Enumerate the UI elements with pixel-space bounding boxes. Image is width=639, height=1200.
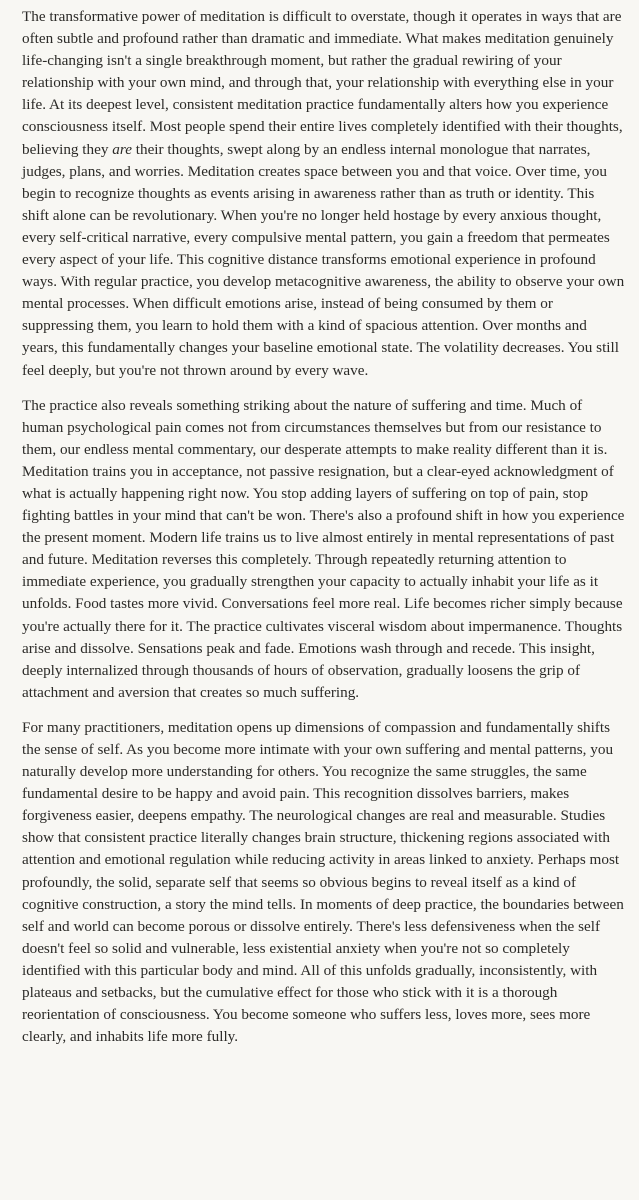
- paragraph-1-part-1: The transformative power of meditation is difficult to overstate, though it operates in ways that are often subtle and profound rather than dramatic and immediate. What makes meditation genuinely life-changing isn't a single breakthrough moment, but rather the gradual rewiring of your relationship with your own mind, and through that, your relationship with everything else in your life. At its deepest level, consistent meditation practice fundamentally alters how you experience consciousness itself. Most people spend their entire lives completely identified with their thoughts, believing they: [22, 8, 623, 158]
- paragraph-3: For many practitioners, meditation opens up dimensions of compassion and fundamentally shifts the sense of self. As you become more intimate with your own suffering and mental patterns, you naturally develop more understanding for others. You recognize the same struggles, the same fundamental desire to be happy and avoid pain. This recognition dissolves barriers, makes forgiveness easier, deepens empathy. The neurological changes are real and measurable. Studies show that consistent practice literally changes brain structure, thickening regions associated with attention and emotional regulation while reducing activity in areas linked to anxiety. Perhaps most profoundly, the solid, separate self that seems so obvious begins to reveal itself as a kind of cognitive construction, a story the mind tells. In moments of deep practice, the boundaries between self and world can become porous or dissolve entirely. There's less defensiveness when the self doesn't feel so solid and vulnerable, less existential anxiety when you're not so completely identified with this particular body and mind. All of this unfolds gradually, inconsistently, with plateaus and setbacks, but the cumulative effect for those who stick with it is a thorough reorientation of consciousness. You become someone who suffers less, loves more, sees more clearly, and inhabits life more fully.: [22, 718, 624, 1046]
- document-body: [22, 6, 625, 1048]
- paragraph-2: The practice also reveals something striking about the nature of suffering and time. Much of human psychological pain comes not from circumstances themselves but from our resistance to them, our endless mental commentary, our desperate attempts to make reality different than it is. Meditation trains you in acceptance, not passive resignation, but a clear-eyed acknowledgment of what is actually happening right now. You stop adding layers of suffering on top of pain, stop fighting battles in your mind that can't be won. There's also a profound shift in how you experience the present moment. Modern life trains us to live almost entirely in mental representations of past and future. Meditation reverses this completely. Through repeatedly returning attention to immediate experience, you gradually strengthen your capacity to actually inhabit your life as it unfolds. Food tastes more vivid. Conversations feel more real. Life becomes richer simply because you're actually there for it. The practice cultivates visceral wisdom about impermanence. Thoughts arise and dissolve. Sensations peak and fade. Emotions wash through and recede. This insight, deeply internalized through thousands of hours of observation, gradually loosens the grip of attachment and aversion that creates so much suffering.: [22, 396, 625, 701]
- emphasis-are: are: [112, 140, 132, 158]
- paragraph-1-part-2: their thoughts, swept along by an endless internal monologue that narrates, judges, plans, and worries. Meditation creates space between you and that voice. Over time, you begin to recognize thoughts as events arising in awareness rather than as truth or identity. This shift alone can be revolutionary. When you're no longer held hostage by every anxious thought, every self-critical narrative, every compulsive mental pattern, you gain a freedom that permeates every aspect of your life. This cognitive distance transforms emotional experience in profound ways. With regular practice, you develop metacognitive awareness, the ability to observe your own mental processes. When difficult emotions arise, instead of being consumed by them or suppressing them, you learn to hold them with a kind of spacious attention. Over months and years, this fundamentally changes your baseline emotional state. The volatility decreases. You still feel deeply, but you're not thrown around by every wave.: [22, 140, 625, 379]
- paragraph-1: [22, 6, 625, 382]
